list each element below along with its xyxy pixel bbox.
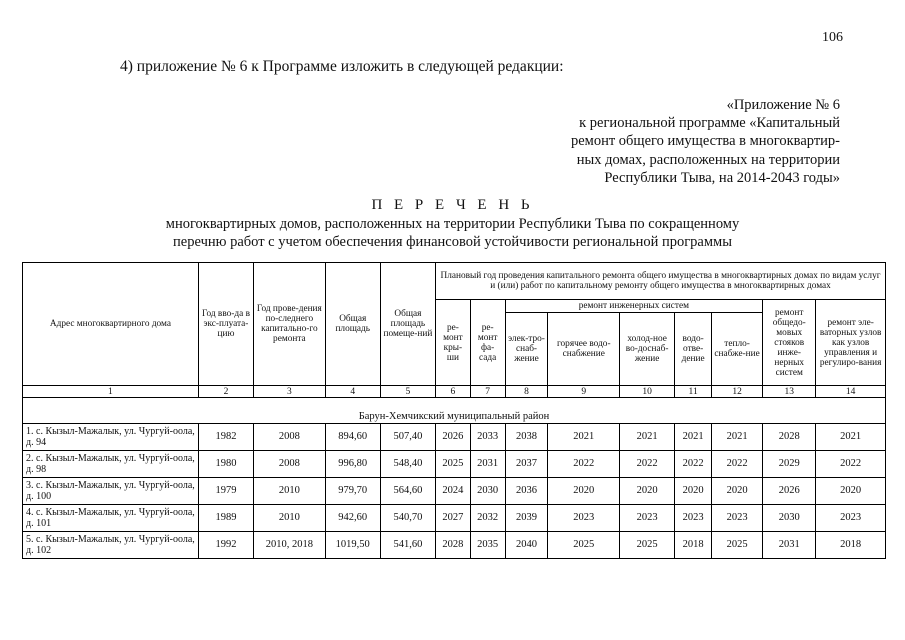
table-cell: 2022	[816, 451, 886, 478]
district-row: Барун-Хемчикский муниципальный район	[23, 398, 886, 424]
header-drainage: водо-отве-дение	[675, 313, 712, 386]
column-number: 7	[470, 386, 505, 398]
appendix-line: ных домах, расположенных на территории	[576, 151, 840, 168]
table-cell: 2025	[548, 532, 620, 559]
column-number: 12	[712, 386, 763, 398]
table-cell: 2032	[470, 505, 505, 532]
table-cell: 2028	[763, 424, 816, 451]
housing-list-table	[22, 262, 886, 559]
header-heating: тепло-снабже-ние	[712, 313, 763, 386]
table-row	[23, 424, 886, 451]
table-cell: 2022	[620, 451, 675, 478]
appendix-line: «Приложение № 6	[726, 97, 840, 113]
table-cell: 2031	[470, 451, 505, 478]
table-cell: 2020	[675, 478, 712, 505]
table-cell: 2036	[505, 478, 548, 505]
table-cell: 2023	[548, 505, 620, 532]
address-cell: 2. с. Кызыл-Мажалык, ул. Чургуй-оола, д. 98	[23, 451, 199, 478]
table-cell: 996,80	[325, 451, 380, 478]
table-cell: 2008	[254, 424, 326, 451]
header-planned-year-group: Плановый год проведения капитального ремонта общего имущества в многоквартирных домах по видам услуг и (или) работ по капитальному ремонту общего имущества в многоквартирных домах	[436, 263, 886, 300]
table-cell: 2029	[763, 451, 816, 478]
table-cell: 2022	[712, 451, 763, 478]
appendix-line: Республики Тыва, на 2014-2043 годы»	[604, 169, 840, 186]
table-cell: 2026	[436, 424, 471, 451]
table-cell: 2010, 2018	[254, 532, 326, 559]
table-row	[23, 451, 886, 478]
table-cell: 942,60	[325, 505, 380, 532]
address-cell: 5. с. Кызыл-Мажалык, ул. Чургуй-оола, д. 102	[23, 532, 199, 559]
table-cell: 2020	[816, 478, 886, 505]
column-number: 11	[675, 386, 712, 398]
subtitle-line: многоквартирных домов, расположенных на территории Республики Тыва по сокращенному	[165, 216, 740, 232]
table-cell: 540,70	[380, 505, 435, 532]
table-cell: 2039	[505, 505, 548, 532]
column-number: 1	[23, 386, 199, 398]
table-cell: 2038	[505, 424, 548, 451]
column-number: 8	[505, 386, 548, 398]
table-cell: 2026	[763, 478, 816, 505]
table-cell: 2018	[675, 532, 712, 559]
address-cell: 1. с. Кызыл-Мажалык, ул. Чургуй-оола, д. 94	[23, 424, 199, 451]
table-cell: 2040	[505, 532, 548, 559]
document-title: П Е Р Е Ч Е Н Ь	[371, 197, 534, 213]
table-cell: 2023	[712, 505, 763, 532]
table-cell: 2020	[620, 478, 675, 505]
table-cell: 1019,50	[325, 532, 380, 559]
table-cell: 2021	[816, 424, 886, 451]
table-cell: 2021	[675, 424, 712, 451]
table-cell: 1982	[198, 424, 253, 451]
table-cell: 2025	[712, 532, 763, 559]
table-cell: 2027	[436, 505, 471, 532]
document-subtitle	[0, 216, 905, 251]
appendix-line: ремонт общего имущества в многоквартир-	[570, 133, 840, 150]
appendix-heading	[540, 96, 840, 187]
column-number: 13	[763, 386, 816, 398]
table-cell: 2033	[470, 424, 505, 451]
table-cell: 2023	[620, 505, 675, 532]
table-cell: 2021	[712, 424, 763, 451]
header-premises-area: Общая площадь помеще-ний	[380, 263, 435, 386]
table-cell: 979,70	[325, 478, 380, 505]
header-risers: ремонт общедо-мовых стояков инже-нерных систем	[763, 300, 816, 386]
header-electricity: элек-тро-снаб-жение	[505, 313, 548, 386]
table-cell: 1979	[198, 478, 253, 505]
table-cell: 2020	[548, 478, 620, 505]
address-cell: 3. с. Кызыл-Мажалык, ул. Чургуй-оола, д. 100	[23, 478, 199, 505]
header-elevator-nodes: ремонт эле-ваторных узлов как узлов управления и регулиро-вания	[816, 300, 886, 386]
column-number-row	[23, 386, 886, 398]
table-cell: 2024	[436, 478, 471, 505]
table-cell: 2021	[548, 424, 620, 451]
table-cell: 2023	[675, 505, 712, 532]
table-cell: 894,60	[325, 424, 380, 451]
table-cell: 2010	[254, 478, 326, 505]
table-row	[23, 505, 886, 532]
column-number: 3	[254, 386, 326, 398]
table-cell: 2010	[254, 505, 326, 532]
table-cell: 2025	[620, 532, 675, 559]
table-cell: 2035	[470, 532, 505, 559]
table-cell: 2030	[763, 505, 816, 532]
header-year-last-repair: Год прове-дения по-следнего капитально-го ремонта	[254, 263, 326, 386]
table-cell: 2020	[712, 478, 763, 505]
table-cell: 2037	[505, 451, 548, 478]
column-number: 10	[620, 386, 675, 398]
header-cold-water: холод-ное во-доснаб-жение	[620, 313, 675, 386]
page-number: 106	[822, 30, 843, 45]
header-roof-repair: ре-монт кры-ши	[436, 300, 471, 386]
table-cell: 2028	[436, 532, 471, 559]
column-number: 14	[816, 386, 886, 398]
column-number: 6	[436, 386, 471, 398]
table-cell: 2030	[470, 478, 505, 505]
table-cell: 1989	[198, 505, 253, 532]
subtitle-line: перечню работ с учетом обеспечения финансовой устойчивости региональной программы	[173, 233, 732, 250]
table-cell: 2022	[675, 451, 712, 478]
instruction-text: 4) приложение № 6 к Программе изложить в следующей редакции:	[120, 58, 564, 75]
table-cell: 1992	[198, 532, 253, 559]
table-cell: 507,40	[380, 424, 435, 451]
header-total-area: Общая площадь	[325, 263, 380, 386]
header-engineering-group: ремонт инженерных систем	[505, 300, 763, 313]
table-cell: 2023	[816, 505, 886, 532]
table-cell: 1980	[198, 451, 253, 478]
header-hot-water: горячее водо-снабжение	[548, 313, 620, 386]
table-cell: 2022	[548, 451, 620, 478]
header-address: Адрес многоквартирного дома	[23, 263, 199, 386]
header-year-commission: Год вво-да в экс-плуата-цию	[198, 263, 253, 386]
column-number: 5	[380, 386, 435, 398]
column-number: 9	[548, 386, 620, 398]
table-cell: 2008	[254, 451, 326, 478]
table-cell: 564,60	[380, 478, 435, 505]
table-cell: 548,40	[380, 451, 435, 478]
column-number: 2	[198, 386, 253, 398]
table-cell: 2031	[763, 532, 816, 559]
table-row	[23, 532, 886, 559]
appendix-line: к региональной программе «Капитальный	[579, 115, 840, 132]
table-cell: 2018	[816, 532, 886, 559]
table-row	[23, 478, 886, 505]
table-cell: 541,60	[380, 532, 435, 559]
table-cell: 2021	[620, 424, 675, 451]
table-cell: 2025	[436, 451, 471, 478]
address-cell: 4. с. Кызыл-Мажалык, ул. Чургуй-оола, д. 101	[23, 505, 199, 532]
column-number: 4	[325, 386, 380, 398]
header-facade-repair: ре-монт фа-сада	[470, 300, 505, 386]
